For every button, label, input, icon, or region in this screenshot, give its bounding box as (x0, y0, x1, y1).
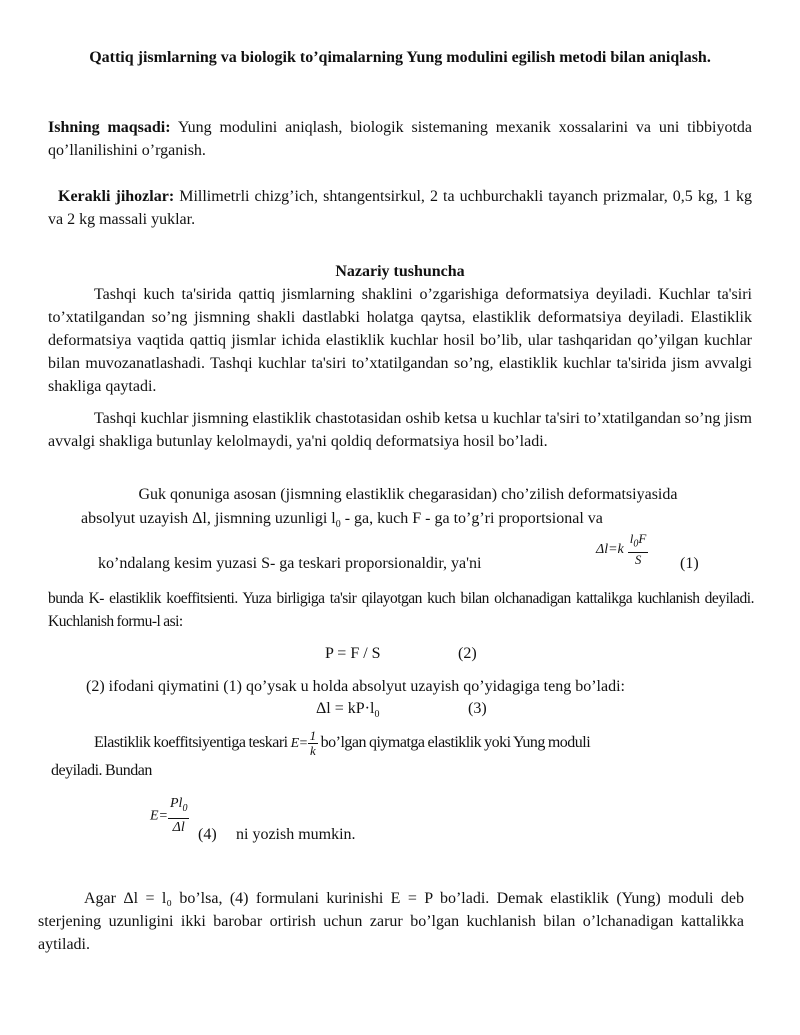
goal-label: Ishning maqsadi: (48, 119, 171, 136)
equation-2: P = F / S (325, 645, 381, 662)
paragraph-young-line-1: Elastiklik koeffitsiyentiga teskari E= $\frac{1}{k}$ bo’lgan qiymatga elastiklik yoki Yung moduli (94, 728, 591, 758)
equation-3-number: (3) (468, 700, 487, 717)
hooke-line-1: Guk qonuniga asosan (jismning elastiklik chegarasidan) cho’zilish deformatsiyasida (138, 486, 678, 503)
equation-3: $\Delta l = kP\cdot l_0$ (316, 700, 380, 721)
formula-4: E= $\frac{Pl_0}{\Delta l}$ (150, 796, 188, 835)
paragraph-stress: bunda K- elastiklik koeffitsienti. Yuza birligiga ta'sir qilayotgan kuch bilan olchanadigan kattalikga kuchlanish deyiladi. Kuchlanish formu-l asi: (48, 590, 754, 630)
paragraph-young-line-2: deyiladi. Bundan (51, 762, 152, 779)
equipment-text: Millimetrli chizg’ich, shtangentsirkul, 2 ta uchburchakli tayanch prizmalar, 0,5 kg, 1 kg va 2 kg massali yuklar. (48, 188, 753, 228)
formula-4-tail: ni yozish mumkin. (236, 826, 356, 843)
goal-paragraph (48, 116, 752, 162)
paragraph-residual: Tashqi kuchlar jismning elastiklik chastotasidan oshib ketsa u kuchlar ta'siri to’xtatilgandan so’ng jism avvalgi shakliga butunlay kelolmaydi, ya'ni qoldiq deformatsiya hosil bo’ladi. (48, 410, 752, 450)
paragraph-substitution: (2) ifodani qiymatini (1) qo’ysak u holda absolyut uzayish qo’yidagiga teng bo’ladi: (86, 678, 625, 695)
goal-text: Yung modulini aniqlash, biologik sistemaning mexanik xossalarini va uni tibbiyotda qo’llanilishini o’rganish. (48, 119, 753, 159)
document-title: Qattiq jismlarning va biologik to’qimalarning Yung modulini egilish metodi bilan aniqlash. (89, 49, 711, 66)
equipment-label: Kerakli jihozlar: (58, 188, 175, 205)
hooke-line-3: ko’ndalang kesim yuzasi S- ga teskari proporsionaldir, ya'ni (98, 555, 482, 572)
equipment-paragraph (48, 185, 752, 231)
formula-1-number: (1) (680, 555, 699, 572)
formula-4-number: (4) (198, 826, 217, 843)
equation-2-number: (2) (458, 645, 477, 662)
theory-heading: Nazariy tushuncha (335, 263, 465, 280)
paragraph-deformation: Tashqi kuch ta'sirida qattiq jismlarning shaklini o’zgarishiga deformatsiya deyiladi. Kuchlar ta'siri to’xtatilgandan so’ng jismning shakli dastlabki holatga qaytsa, elastiklik deformatsiya deyiladi. Elastiklik deformatsiya vaqtida qattiq jismlar ichida elastiklik kuchlar hosil bo’lib, ular tashqaridan qo’yilgan kuchlar bilan muvozanatlashadi. Tashqi kuchlar ta'siri to’xtatilgandan so’ng, elastiklik kuchlar ta'sirida jism avvalgi shakliga qaytadi. (48, 286, 752, 395)
hooke-line-2: absolyut uzayish Δl, jismning uzunligi $l_0$ - ga, kuch F - ga to’g’ri proportsional va (81, 510, 603, 531)
formula-1: Δl=k $\frac{l_0F}{S}$ (596, 531, 647, 567)
paragraph-conclusion: Agar Δl = l₀ bo’lsa, (4) formulani kurinishi E = P bo’ladi. Demak elastiklik (Yung) moduli deb sterjening uzunligini ikki barobar ortirish uchun zarur bo’lgan kuchlanish bilan o’lchanadigan kattalikka aytiladi. (38, 890, 744, 953)
